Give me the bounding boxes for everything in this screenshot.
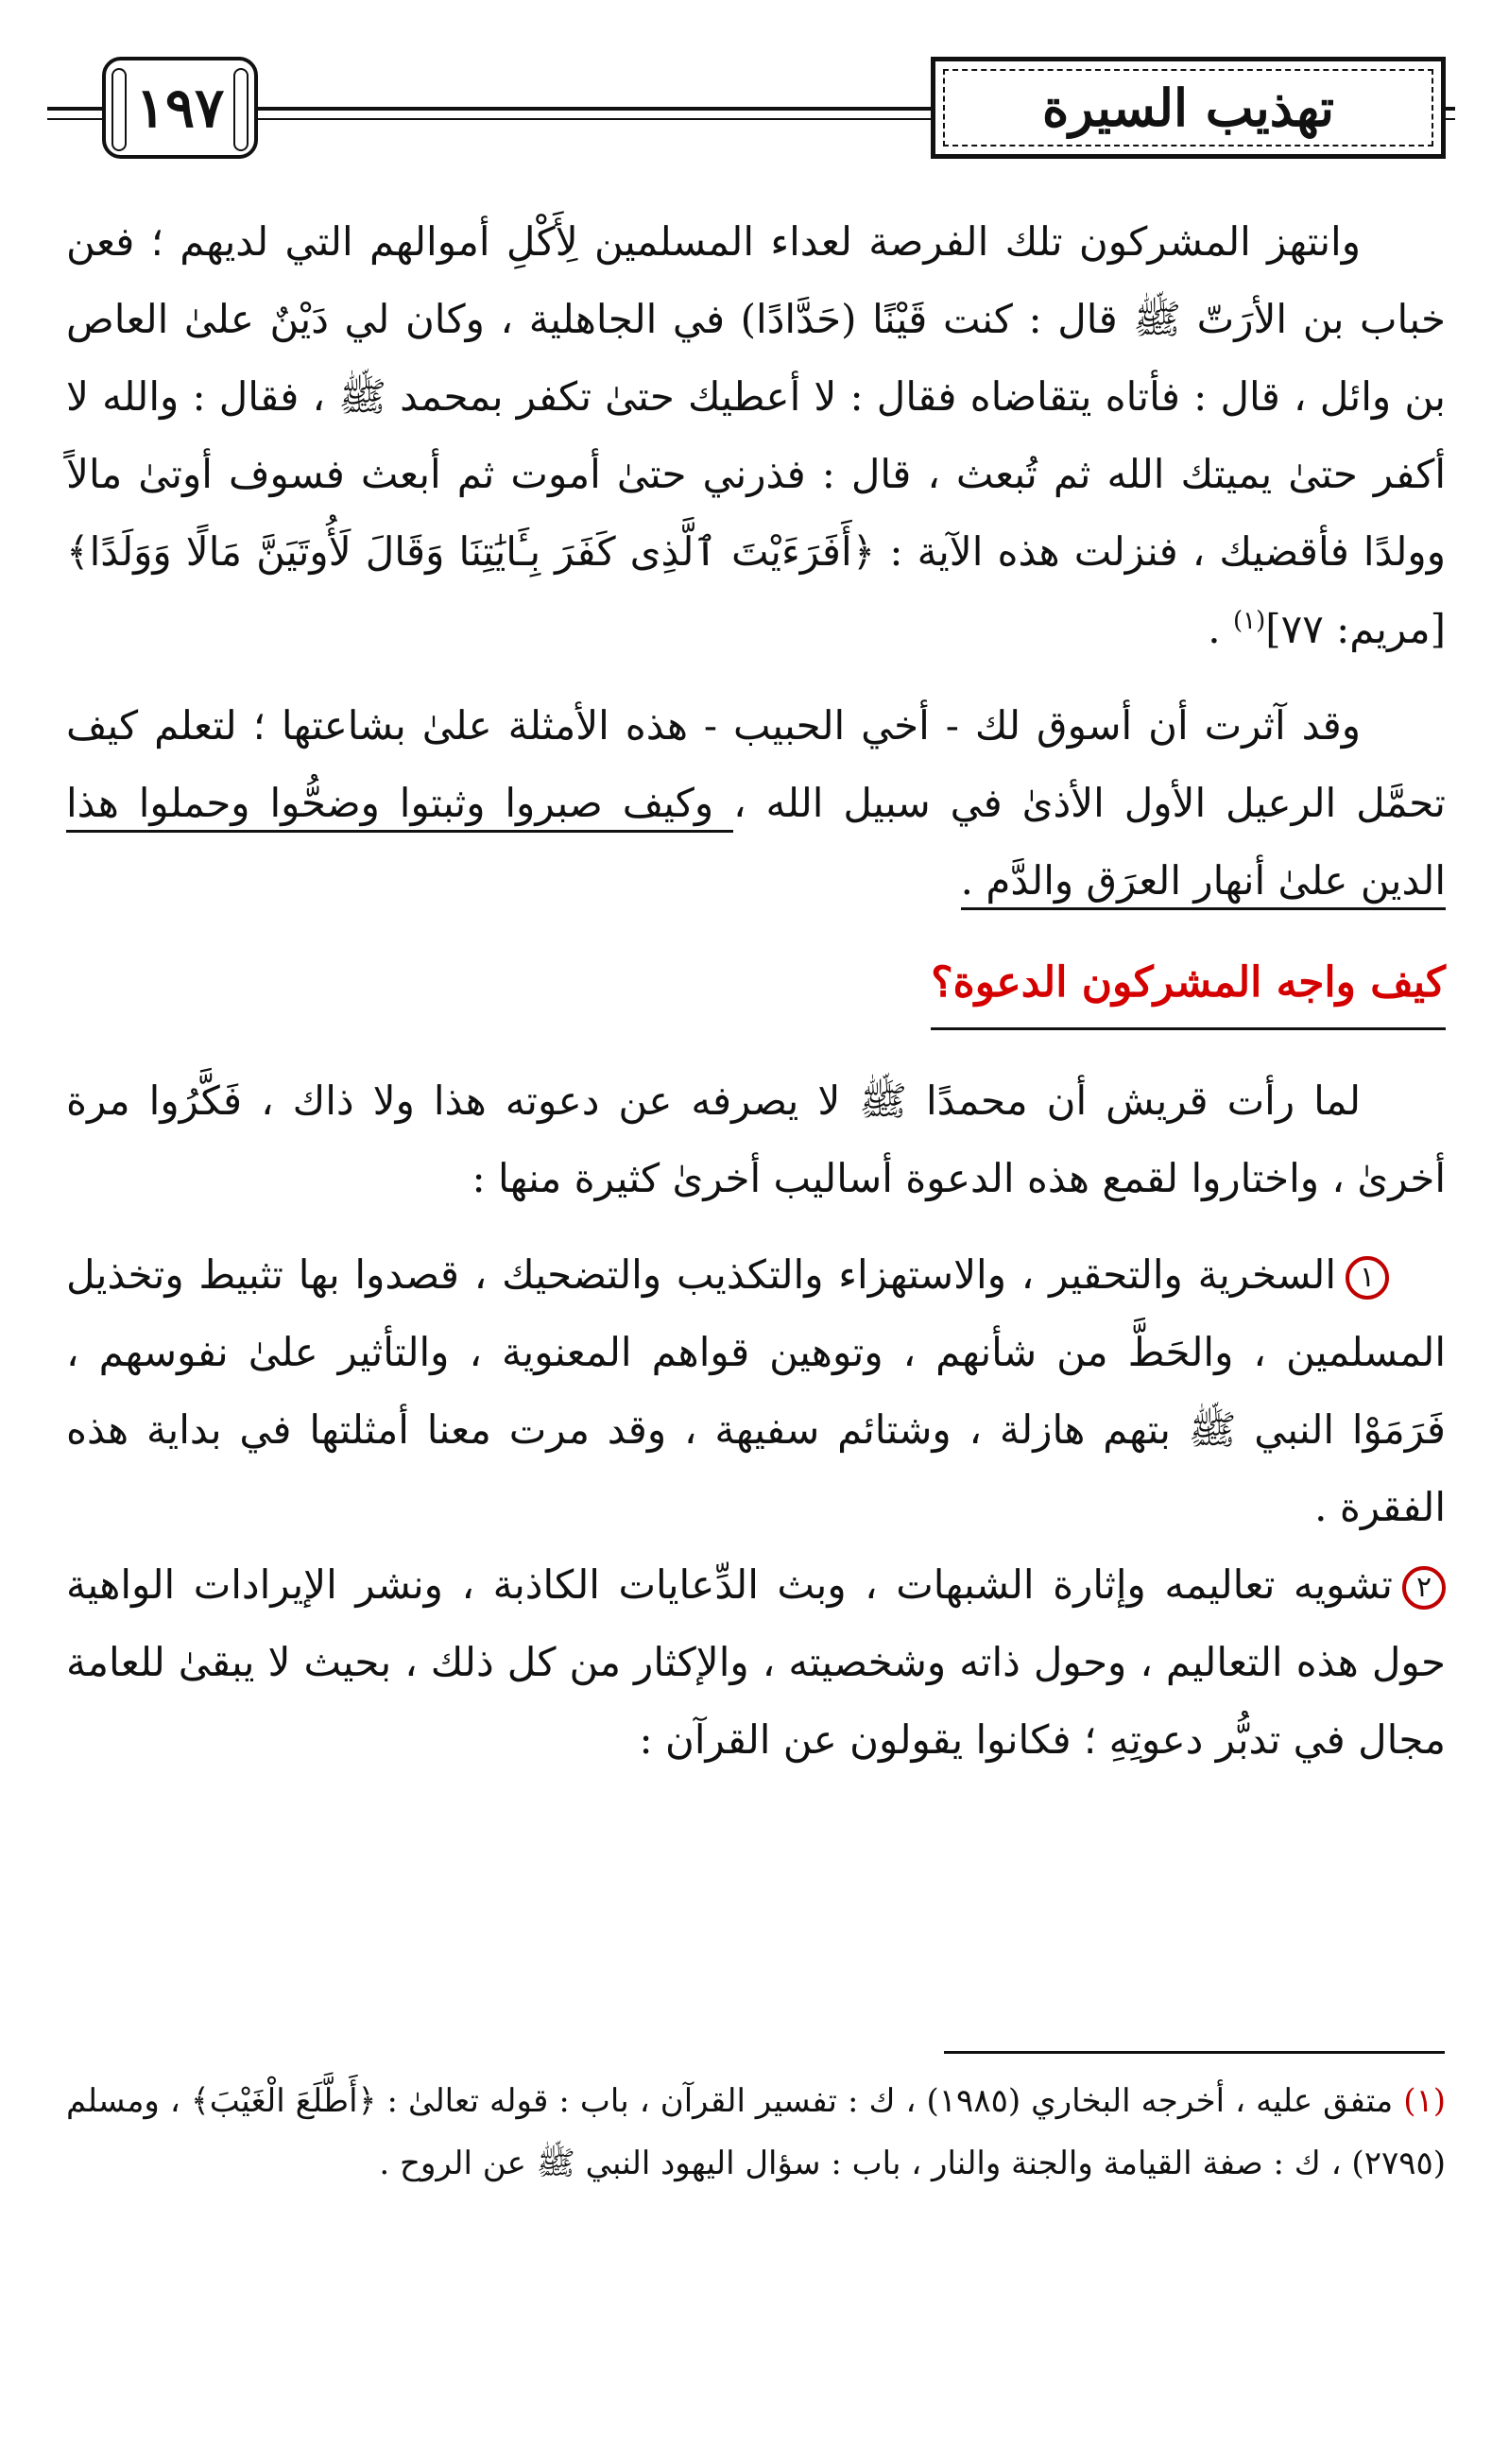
- section-intro-text: لما رأت قريش أن محمدًا ﷺ لا يصرفه عن دعوته هذا ولا ذاك ، فَكَّرُوا مرة أخرىٰ ، واختاروا لقمع هذه الدعوة أساليب أخرىٰ كثيرة منها :: [66, 1077, 1446, 1201]
- footnote-number: (١): [1403, 2082, 1446, 2120]
- list-item: [66, 1236, 1446, 1546]
- footnote-divider: [944, 2051, 1445, 2054]
- page-header: [47, 43, 1455, 175]
- paragraph-1-end: .: [1208, 606, 1233, 652]
- page-number: [102, 57, 258, 159]
- section-heading: كيف واجه المشركون الدعوة؟: [931, 944, 1446, 1030]
- section-intro: [66, 1062, 1446, 1217]
- paragraph-1: [66, 203, 1446, 668]
- main-text: [66, 203, 1446, 1779]
- list-item-text: السخرية والتحقير ، والاستهزاء والتكذيب والتضحيك ، قصدوا بها تثبيط وتخذيل المسلمين ، والحَطَّ من شأنهم ، وتوهين قواهم المعنوية ، والتأثير علىٰ نفوسهم ، فَرَمَوْا النبي ﷺ بتهم هازلة ، وشتائم سفيهة ، وقد مرت معنا أمثلتها في بداية هذه الفقرة .: [66, 1251, 1446, 1530]
- book-title-frame: [931, 57, 1446, 159]
- footnote: [66, 2070, 1446, 2195]
- paragraph-2-text: وقد آثرت أن أسوق لك - أخي الحبيب - هذه الأمثلة علىٰ بشاعتها ؛ لتعلم كيف تحمَّل الرعيل الأول الأذىٰ في سبيل الله ،: [66, 702, 1446, 826]
- list-item: [66, 1546, 1446, 1779]
- footnote-ref[interactable]: (١): [1233, 607, 1266, 635]
- book-title: تهذيب السيرة: [1029, 78, 1347, 138]
- paragraph-1-text: وانتهز المشركون تلك الفرصة لعداء المسلمين لِأَكْلِ أموالهم التي لديهم ؛ فعن خباب بن الأرَتّ ﷺ قال : كنت قَيْنًا (حَدَّادًا) في الجاهلية ، وكان لي دَيْنٌ علىٰ العاص بن وائل ، قال : فأتاه يتقاضاه فقال : لا أعطيك حتىٰ تكفر بمحمد ﷺ ، فقال : والله لا أكفر حتىٰ يميتك الله ثم تُبعث ، قال : فذرني حتىٰ أموت ثم أبعث فسوف أوتىٰ مالاً وولدًا فأقضيك ، فنزلت هذه الآية : ﴿أَفَرَءَيْتَ ٱلَّذِى كَفَرَ بِـَٔايَٰتِنَا وَقَالَ لَأُوتَيَنَّ مَالًا وَوَلَدًا﴾ [مريم: ٧٧]: [66, 218, 1446, 652]
- page-number-text: ١٩٧: [135, 76, 225, 140]
- paragraph-2: [66, 687, 1446, 920]
- item-number-badge: ٢: [1402, 1566, 1446, 1610]
- footnote-text: متفق عليه ، أخرجه البخاري (١٩٨٥) ، ك : تفسير القرآن ، باب : قوله تعالىٰ : ﴿أَطَّلَعَ الْغَيْبَ﴾ ، ومسلم (٢٧٩٥) ، ك : صفة القيامة والجنة والنار ، باب : سؤال اليهود النبي ﷺ عن الروح .: [66, 2082, 1446, 2182]
- paragraph-2-underlined: وكيف صبروا وثبتوا وضحُّوا وحملوا هذا الدين علىٰ أنهار العرَق والدَّم .: [66, 780, 1446, 910]
- list-item-text: تشويه تعاليمه وإثارة الشبهات ، وبث الدِّعايات الكاذبة ، ونشر الإيرادات الواهية حول هذه التعاليم ، وحول ذاته وشخصيته ، والإكثار من كل ذلك ، بحيث لا يبقىٰ للعامة مجال في تدبُّر دعوتِهِ ؛ فكانوا يقولون عن القرآن :: [66, 1561, 1446, 1763]
- item-number-badge: ١: [1346, 1256, 1389, 1300]
